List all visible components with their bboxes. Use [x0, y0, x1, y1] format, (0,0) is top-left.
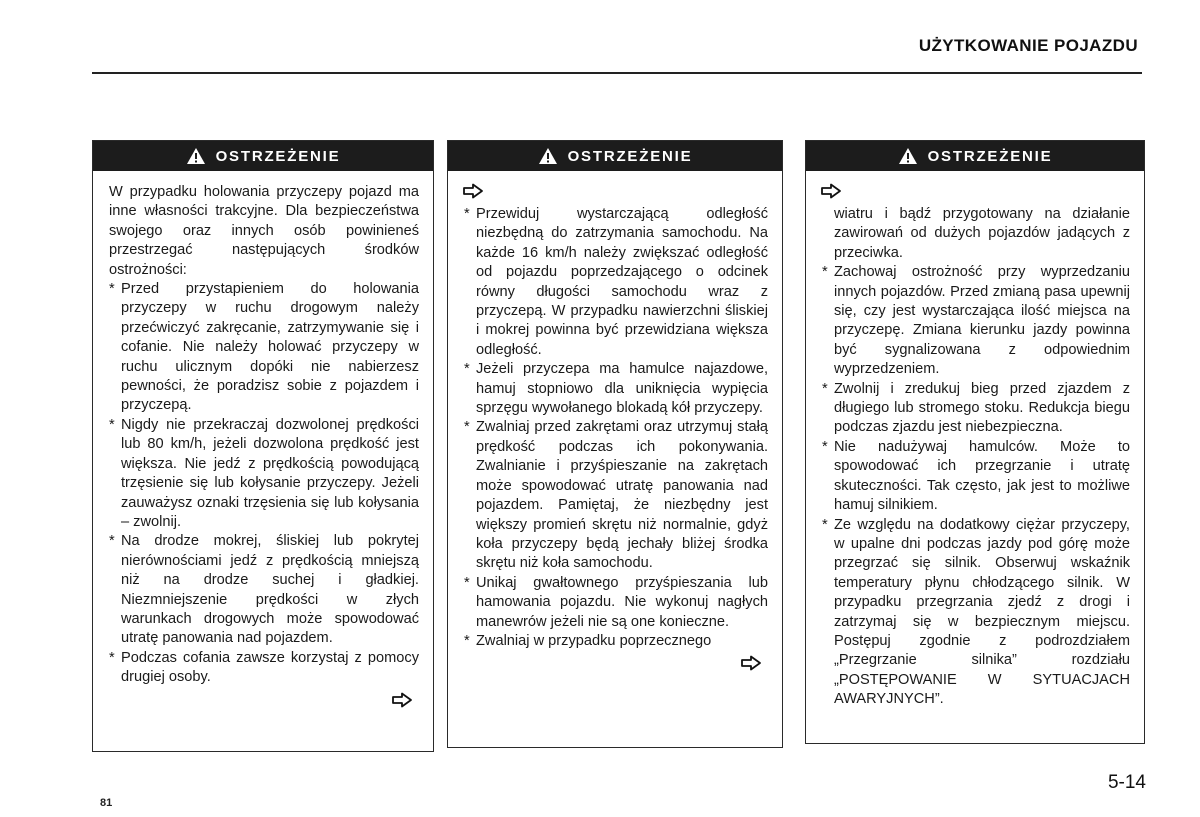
list-item: * Przed przystapieniem do holowania przyczepy w ruchu drogowym należy przećwiczyć zakręcanie, zatrzymywanie się i cofanie. Nie należy holować przyczepy w ruchu ulicznym dopóki nie nabierzesz pewności, że poradzisz sobie z pojazdem i przyczepą. — [109, 281, 419, 414]
warning-heading: OSTRZEŻENIE — [567, 147, 693, 165]
list-item: * Zwalniaj w przypadku poprzecznego — [464, 632, 712, 649]
list-item: * Nigdy nie przekraczaj dozwolonej prędkości lub 80 km/h, jeżeli dozwolona prędkość jest większa. Nie jedź z prędkością powodującą trzęsienie się lub kołysanie przyczepy. Jeżeli zauważysz oznaki trzęsienia się lub kołysania – zwolnij. — [109, 416, 419, 530]
warning-heading: OSTRZEŻENIE — [215, 147, 341, 165]
header-divider — [92, 72, 1142, 74]
list-item: * Na drodze mokrej, śliskiej lub pokrytej nierównościami jedź z prędkością mniejszą niż na drodze suchej i gładkiej. Niezmniejszenie prędkości w złych warunkach drogowych może spowodować utratę panowania nad pojazdem. — [109, 533, 419, 647]
warning-box-header — [93, 141, 433, 171]
continue-arrow-icon — [740, 655, 762, 671]
warning-box-body — [806, 171, 1144, 718]
list-item: * Nie nadużywaj hamulców. Może to spowodować ich przegrzanie i utratę skuteczności. Tak często, jak jest to możliwe hamuj silnikiem. — [822, 438, 1130, 514]
warning-box-3 — [805, 140, 1145, 744]
warning-box-body — [93, 171, 433, 716]
list-item: * Unikaj gwałtownego przyśpieszania lub hamowania pojazdu. Nie wykonuj nagłych manewrów jeżeli nie są one konieczne. — [464, 574, 768, 630]
chapter-page-number: 5-14 — [1107, 772, 1146, 793]
continued-arrow-icon — [462, 183, 484, 199]
list-item: * Zwalniaj przed zakrętami oraz utrzymuj stałą prędkość podczas ich pokonywania. Zwalnianie i przyśpieszanie na zakrętach może spowodować utratę panowania nad pojazdem. Pamiętaj, że niezbędny jest większy promień skrętu niż normalnie, gdyż koła przyczepy będą jechały bliżej środka skrętu niż koła samochodu. — [464, 419, 768, 572]
list-item-continuation: wiatru i bądź przygotowany na działanie zawirowań od dużych pojazdów jadących z przeciwka. — [834, 206, 1130, 261]
warning-box-body — [448, 171, 782, 679]
warning-triangle-icon — [186, 147, 206, 165]
warning-box-2 — [447, 140, 783, 748]
continued-arrow-icon — [820, 183, 842, 199]
list-item: * Zwolnij i zredukuj bieg przed zjazdem z długiego lub stromego stoku. Redukcja biegu podczas zjazdu jest niebezpieczna. — [822, 380, 1130, 436]
warning-box-header — [448, 141, 782, 171]
section-title: UŻYTKOWANIE POJAZDU — [918, 36, 1138, 55]
warning-triangle-icon — [898, 147, 918, 165]
warning-heading: OSTRZEŻENIE — [927, 147, 1053, 165]
sheet-number: 81 — [100, 797, 113, 809]
list-item: * Jeżeli przyczepa ma hamulce najazdowe, hamuj stopniowo dla uniknięcia wypięcia sprzęgu wywołanego blokadą kół przyczepy. — [464, 361, 768, 417]
list-item: * Ze względu na dodatkowy ciężar przyczepy, w upalne dni podczas jazdy pod górę może przegrzać się silnik. Obserwuj wskaźnik temperatury płynu chłodzącego silnik. W przypadku przegrzania zjedź z drogi i zatrzymaj się w bezpiecznym miejscu. Postępuj zgodnie z podrozdziałem „Przegrzanie silnika” rozdziału „POSTĘPOWANIE W SYTUACJACH AWARYJNYCH”. — [822, 516, 1130, 708]
continue-arrow-icon — [391, 692, 413, 708]
warning-intro: W przypadku holowania przyczepy pojazd ma inne własności trakcyjne. Dla bezpieczeństwa swojego oraz innych osób powinieneś przestrzegać następujących środków ostrożności: — [109, 184, 419, 278]
warning-box-1 — [92, 140, 434, 752]
warning-box-header — [806, 141, 1144, 171]
list-item: * Zachowaj ostrożność przy wyprzedzaniu innych pojazdów. Przed zmianą pasa upewnij się, czy jest wystarczająca ilość miejsca na przyczepę. Zmiana kierunku jazdy powinna być sygnalizowana z odpowiednim wyprzedzeniem. — [822, 264, 1130, 378]
list-item: * Podczas cofania zawsze korzystaj z pomocy drugiej osoby. — [109, 649, 419, 686]
warning-triangle-icon — [538, 147, 558, 165]
list-item: * Przewiduj wystarczającą odległość niezbędną do zatrzymania samochodu. Na każde 16 km/h należy zwiększać odległość od pojazdu poprzedzającego o odcinek równy długości samochodu wraz z przyczepą. W przypadku nawierzchni śliskiej i mokrej powinna być przewidziana większa odległość. — [464, 206, 768, 358]
